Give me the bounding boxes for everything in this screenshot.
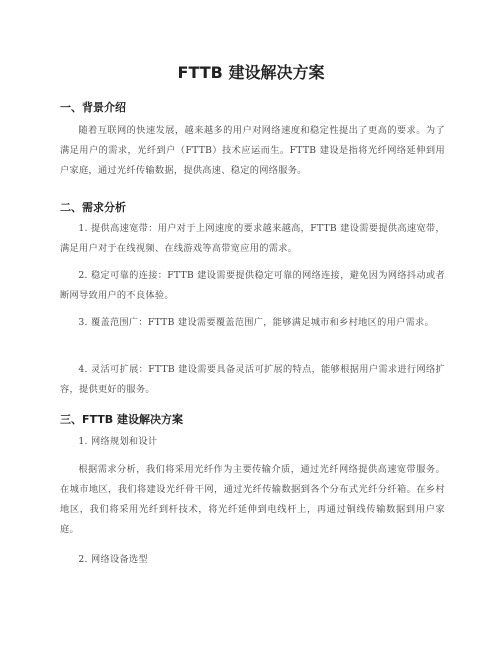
section-heading-solution: 三、FTTB 建设解决方案 bbox=[60, 413, 183, 426]
requirement-item-3: 3. 覆盖范围广：FTTB 建设需要覆盖范围广，能够满足城市和乡村地区的用户需求。 bbox=[78, 317, 435, 328]
section-heading-requirements: 二、需求分析 bbox=[60, 201, 126, 214]
section-heading-background: 一、背景介绍 bbox=[60, 101, 126, 114]
paragraph-network-planning: 根据需求分析，我们将采用光纤作为主要传输介质，通过光纤网络提供高速宽带服务。在城市地区，我们将建设光纤骨干网，通过光纤传输数据到各个分布式光纤分纤箱。在乡村地区，我们将采用光纤到杆技术，将光纤延伸到电线杆上，再通过铜线传输数据到用户家庭。 bbox=[60, 464, 445, 535]
document-title: FTTB 建设解决方案 bbox=[177, 63, 325, 82]
requirement-item-2: 2. 稳定可靠的连接：FTTB 建设需要提供稳定可靠的网络连接，避免因为网络抖动或者断网导致用户的不良体验。 bbox=[60, 270, 445, 301]
solution-subheading-1: 1. 网络规划和设计 bbox=[78, 436, 158, 447]
solution-subheading-2: 2. 网络设备选型 bbox=[78, 554, 148, 565]
paragraph-background: 随着互联网的快速发展，越来越多的用户对网络速度和稳定性提出了更高的要求。为了满足用户的需求，光纤到户（FTTB）技术应运而生。FTTB 建设是指将光纤网络延伸到用户家庭，通过光纤传输数据，提供高速、稳定的网络服务。 bbox=[60, 125, 445, 176]
requirement-item-1: 1. 提供高速宽带：用户对于上网速度的要求越来越高，FTTB 建设需要提供高速宽带，满足用户对于在线视频、在线游戏等高带宽应用的需求。 bbox=[60, 223, 445, 254]
requirement-item-4: 4. 灵活可扩展：FTTB 建设需要具备灵活可扩展的特点，能够根据用户需求进行网络扩容，提供更好的服务。 bbox=[60, 364, 445, 395]
